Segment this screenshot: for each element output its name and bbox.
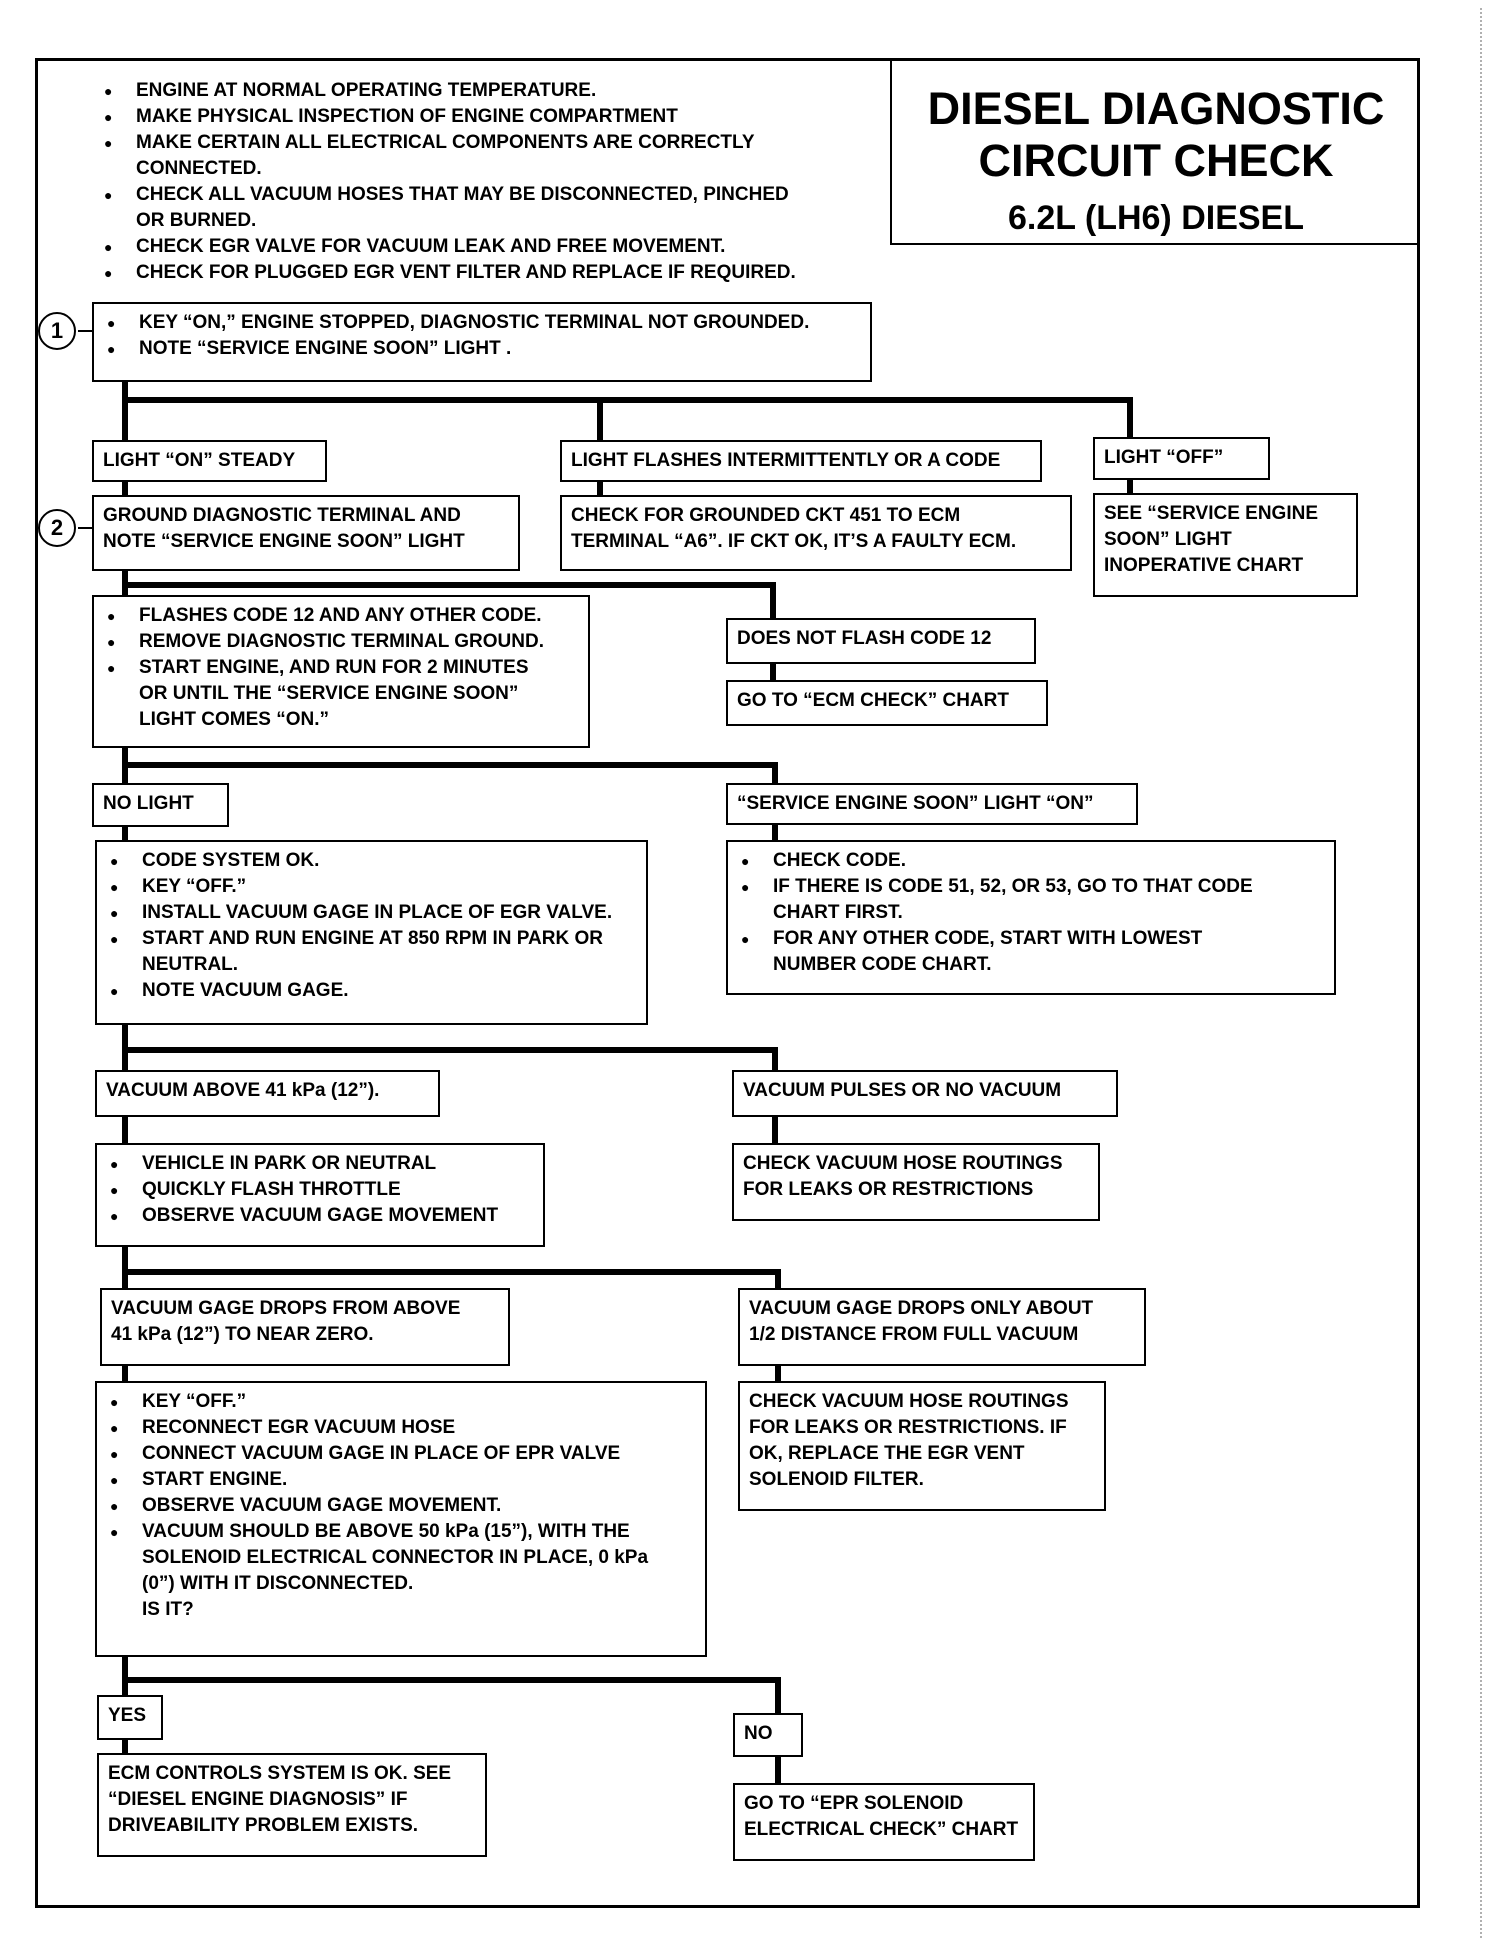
- bullet-line: NEUTRAL.: [142, 954, 239, 975]
- bullet-line: OR BURNED.: [136, 210, 257, 231]
- chart-title-line2: CIRCUIT CHECK: [978, 135, 1334, 186]
- vehicle-park-bullets: [106, 1151, 534, 1229]
- check-code-bullets: [737, 848, 1325, 978]
- gage-drops-zero-box: [100, 1288, 510, 1366]
- gage-drops-half-line1: VACUUM GAGE DROPS ONLY ABOUT: [749, 1298, 1094, 1319]
- gage-drops-half-line2: 1/2 DISTANCE FROM FULL VACUUM: [749, 1324, 1079, 1345]
- bullet-line: ● RECONNECT EGR VACUUM HOSE: [142, 1417, 456, 1438]
- check-ckt451-line1: CHECK FOR GROUNDED CKT 451 TO ECM: [571, 505, 961, 526]
- check-ckt451-box: [560, 495, 1072, 571]
- ses-on-box: [726, 783, 1138, 825]
- yes-label: YES: [108, 1705, 147, 1726]
- ground-terminal-line2: NOTE “SERVICE ENGINE SOON” LIGHT: [103, 531, 465, 552]
- no-light-label: NO LIGHT: [103, 793, 194, 814]
- bullet-item: [106, 1389, 696, 1415]
- no-box: [733, 1713, 803, 1757]
- bullet-item: [106, 1467, 696, 1493]
- check-ckt451-line2: TERMINAL “A6”. IF CKT OK, IT’S A FAULTY ECM.: [571, 531, 1017, 552]
- see-inoperative-box: [1093, 493, 1358, 597]
- bullet-line: ● KEY “ON,” ENGINE STOPPED, DIAGNOSTIC TERMINAL NOT GROUNDED.: [139, 312, 810, 333]
- check-hoses-replace-line2: FOR LEAKS OR RESTRICTIONS. IF: [749, 1417, 1067, 1438]
- bullet-line: ● FOR ANY OTHER CODE, START WITH LOWEST: [773, 928, 1203, 949]
- bullet-item: [103, 310, 861, 336]
- bullet-line: ● CHECK EGR VALVE FOR VACUUM LEAK AND FREE MOVEMENT.: [136, 236, 726, 257]
- does-not-flash-box: [726, 618, 1036, 664]
- bullet-line: ● START ENGINE.: [142, 1469, 288, 1490]
- bullet-line: ● OBSERVE VACUUM GAGE MOVEMENT.: [142, 1495, 502, 1516]
- bullet-line: CONNECTED.: [136, 158, 262, 179]
- see-inoperative-line1: SEE “SERVICE ENGINE: [1104, 503, 1318, 524]
- no-label: NO: [744, 1723, 773, 1744]
- bullet-item: [737, 848, 1325, 874]
- go-epr-line2: ELECTRICAL CHECK” CHART: [744, 1819, 1019, 1840]
- bullet-line: ● START AND RUN ENGINE AT 850 RPM IN PARK OR: [142, 928, 603, 949]
- see-inoperative-line2: SOON” LIGHT: [1104, 529, 1232, 550]
- bullet-item: [103, 603, 579, 629]
- bullet-item: [106, 1441, 696, 1467]
- go-epr-line1: GO TO “EPR SOLENOID: [744, 1793, 964, 1814]
- gage-drops-half-box: [738, 1288, 1146, 1366]
- see-inoperative-line3: INOPERATIVE CHART: [1104, 555, 1304, 576]
- flashes-code12-bullets: [103, 603, 579, 733]
- go-ecm-check-label: GO TO “ECM CHECK” CHART: [737, 690, 1009, 711]
- bullet-item: [106, 978, 637, 1004]
- check-code-box: [726, 840, 1336, 995]
- step1-box: [92, 302, 872, 382]
- chart-title-line1: DIESEL DIAGNOSTIC: [927, 83, 1385, 134]
- bullet-line: NUMBER CODE CHART.: [773, 954, 992, 975]
- bullet-line: ● NOTE “SERVICE ENGINE SOON” LIGHT .: [139, 338, 512, 359]
- bullet-item: [106, 874, 637, 900]
- bullet-line: ● CHECK FOR PLUGGED EGR VENT FILTER AND REPLACE IF REQUIRED.: [136, 262, 796, 283]
- bullet-item: [103, 629, 579, 655]
- bullet-line: ● KEY “OFF.”: [142, 876, 247, 897]
- bullet-line: ● MAKE PHYSICAL INSPECTION OF ENGINE COMPARTMENT: [136, 106, 678, 127]
- bullet-line: ● VEHICLE IN PARK OR NEUTRAL: [142, 1153, 437, 1174]
- bullet-item: [106, 1493, 696, 1519]
- check-hoses-replace-box: [738, 1381, 1106, 1511]
- ses-on-label: “SERVICE ENGINE SOON” LIGHT “ON”: [737, 793, 1094, 814]
- bullet-line: ● IF THERE IS CODE 51, 52, OR 53, GO TO THAT CODE: [773, 876, 1253, 897]
- ground-terminal-line1: GROUND DIAGNOSTIC TERMINAL AND: [103, 505, 461, 526]
- light-off-box: [1093, 437, 1270, 480]
- bullet-item: [737, 874, 1325, 926]
- bullet-line: ● NOTE VACUUM GAGE.: [142, 980, 349, 1001]
- check-hoses-replace-line4: SOLENOID FILTER.: [749, 1469, 924, 1490]
- light-flashes-label: LIGHT FLASHES INTERMITTENTLY OR A CODE: [571, 450, 1001, 471]
- bullet-line: ● MAKE CERTAIN ALL ELECTRICAL COMPONENTS ARE CORRECTLY: [136, 132, 755, 153]
- check-hoses-line1: CHECK VACUUM HOSE ROUTINGS: [743, 1153, 1063, 1174]
- bullet-item: [103, 336, 861, 362]
- light-off-label: LIGHT “OFF”: [1104, 447, 1224, 468]
- bullet-line: OR UNTIL THE “SERVICE ENGINE SOON”: [139, 683, 519, 704]
- chart-subtitle: 6.2L (LH6) DIESEL: [1008, 199, 1304, 237]
- yes-box: [97, 1695, 163, 1740]
- check-hoses-replace-line3: OK, REPLACE THE EGR VENT: [749, 1443, 1025, 1464]
- bullet-item: [106, 1519, 696, 1623]
- go-ecm-check-box: [726, 680, 1048, 726]
- bullet-line: ● INSTALL VACUUM GAGE IN PLACE OF EGR VALVE.: [142, 902, 613, 923]
- reconnect-egr-box: [95, 1381, 707, 1657]
- ground-terminal-box: [92, 495, 520, 571]
- ecm-ok-box: [97, 1753, 487, 1857]
- bullet-line: ● FLASHES CODE 12 AND ANY OTHER CODE.: [139, 605, 542, 626]
- code-ok-bullets: [106, 848, 637, 1004]
- ecm-ok-line2: “DIESEL ENGINE DIAGNOSIS” IF: [108, 1789, 408, 1810]
- check-hoses-line2: FOR LEAKS OR RESTRICTIONS: [743, 1179, 1034, 1200]
- bullet-line: ● VACUUM SHOULD BE ABOVE 50 kPa (15”), WITH THE: [142, 1521, 630, 1542]
- light-flashes-box: [560, 440, 1042, 482]
- bullet-line: ● CODE SYSTEM OK.: [142, 850, 320, 871]
- bullet-item: [106, 1415, 696, 1441]
- bullet-item: [106, 848, 637, 874]
- does-not-flash-label: DOES NOT FLASH CODE 12: [737, 628, 992, 649]
- vacuum-above-41-box: [95, 1070, 440, 1117]
- bullet-item: [103, 655, 579, 733]
- flashes-code12-box: [92, 595, 590, 748]
- bullet-item: [106, 900, 637, 926]
- bullet-line: ● ENGINE AT NORMAL OPERATING TEMPERATURE.: [136, 80, 597, 101]
- bullet-item: [106, 1151, 534, 1177]
- light-on-steady-label: LIGHT “ON” STEADY: [103, 450, 296, 471]
- go-epr-box: [733, 1783, 1035, 1861]
- bullet-item: [106, 1203, 534, 1229]
- bullet-item: [106, 926, 637, 978]
- bullet-line: SOLENOID ELECTRICAL CONNECTOR IN PLACE, 0 kPa: [142, 1547, 649, 1568]
- check-hoses-replace-line1: CHECK VACUUM HOSE ROUTINGS: [749, 1391, 1069, 1412]
- light-on-steady-box: [92, 440, 327, 482]
- bullet-line: ● KEY “OFF.”: [142, 1391, 247, 1412]
- bullet-line: ● CHECK CODE.: [773, 850, 907, 871]
- ecm-ok-line1: ECM CONTROLS SYSTEM IS OK. SEE: [108, 1763, 452, 1784]
- bullet-line: ● START ENGINE, AND RUN FOR 2 MINUTES: [139, 657, 529, 678]
- no-light-box: [92, 783, 229, 827]
- bullet-line: ● CHECK ALL VACUUM HOSES THAT MAY BE DISCONNECTED, PINCHED: [136, 184, 789, 205]
- vacuum-pulses-label: VACUUM PULSES OR NO VACUUM: [743, 1080, 1062, 1101]
- bullet-line: ● OBSERVE VACUUM GAGE MOVEMENT: [142, 1205, 499, 1226]
- bullet-item: [737, 926, 1325, 978]
- vacuum-above-41-label: VACUUM ABOVE 41 kPa (12”).: [106, 1080, 380, 1101]
- bullet-line: LIGHT COMES “ON.”: [139, 709, 329, 730]
- ecm-ok-line3: DRIVEABILITY PROBLEM EXISTS.: [108, 1815, 419, 1836]
- step-2-marker: 2: [38, 509, 76, 547]
- reconnect-egr-bullets: [106, 1389, 696, 1623]
- vacuum-pulses-box: [732, 1070, 1118, 1117]
- bullet-line: CHART FIRST.: [773, 902, 903, 923]
- bullet-line: ● CONNECT VACUUM GAGE IN PLACE OF EPR VALVE: [142, 1443, 621, 1464]
- bullet-line: ● REMOVE DIAGNOSTIC TERMINAL GROUND.: [139, 631, 544, 652]
- gage-drops-zero-line2: 41 kPa (12”) TO NEAR ZERO.: [111, 1324, 374, 1345]
- step1-bullets: [103, 310, 861, 362]
- code-ok-box: [95, 840, 648, 1025]
- bullet-line: (0”) WITH IT DISCONNECTED.: [142, 1573, 414, 1594]
- bullet-line: ● QUICKLY FLASH THROTTLE: [142, 1179, 401, 1200]
- bullet-item: [106, 1177, 534, 1203]
- vehicle-park-box: [95, 1143, 545, 1247]
- bullet-line: IS IT?: [142, 1599, 194, 1620]
- check-hoses-box: [732, 1143, 1100, 1221]
- gage-drops-zero-line1: VACUUM GAGE DROPS FROM ABOVE: [111, 1298, 461, 1319]
- step-1-marker: 1: [38, 312, 76, 350]
